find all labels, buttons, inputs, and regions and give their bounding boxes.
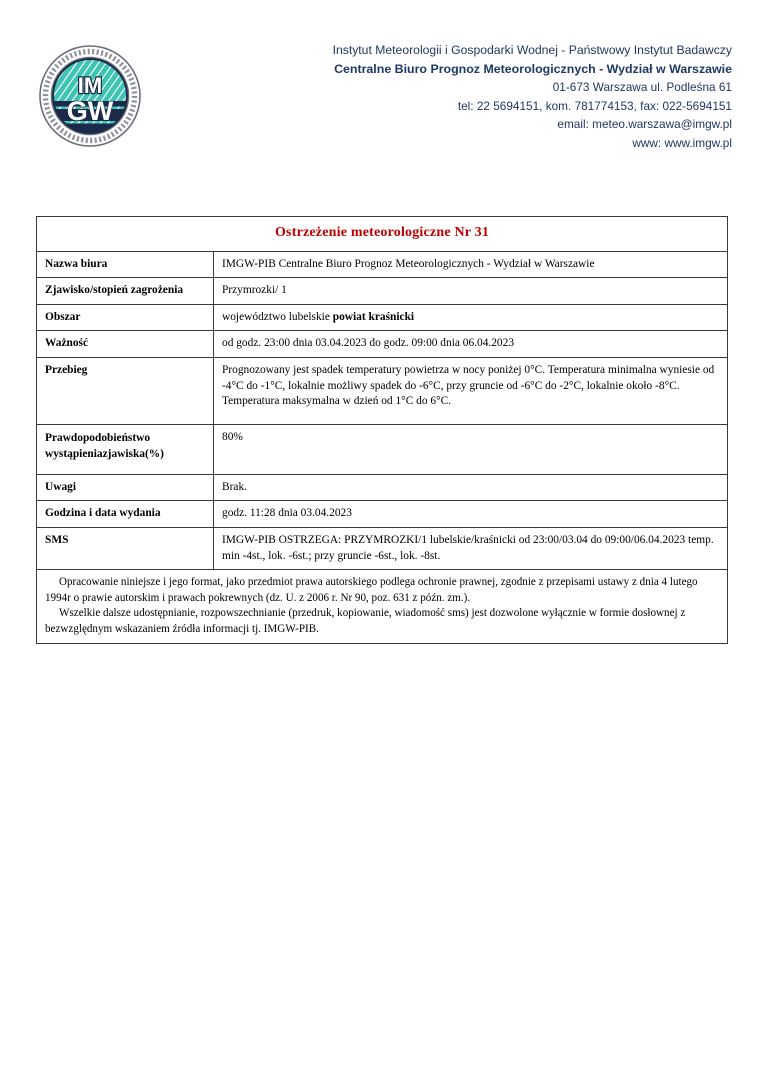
table-row [37,251,728,278]
row-value-nazwa-biura: IMGW-PIB Centralne Biuro Prognoz Meteorologicznych - Wydział w Warszawie [214,251,728,278]
table-row [37,501,728,528]
row-label-sms: SMS [37,527,214,569]
row-value-obszar [214,304,728,331]
copyright-paragraph-2: Wszelkie dalsze udostępnianie, rozpowszechnianie (przedruk, kopiowanie, wiadomość sms) jest dozwolone wyłącznie w formie dosłownej z bezwzględnym wskazaniem źródła informacji tj. IMGW-PIB. [45,607,686,635]
svg-text:IM: IM [77,73,103,98]
row-label-zjawisko-stopien-zagrozenia: Zjawisko/stopień zagrożenia [37,278,214,305]
warning-title-cell [37,217,728,252]
obszar-powiat: powiat kraśnicki [332,310,415,323]
header-department-name: Centralne Biuro Prognoz Meteorologicznych - Wydział w Warszawie [334,61,732,76]
row-value-sms: IMGW-PIB OSTRZEGA: PRZYMROZKI/1 lubelskie/kraśnicki od 23:00/03.04 do 09:00/06.04.2023 temp. min -4st., lok. -6st.; przy gruncie -6st., lok. -8st. [214,527,728,569]
page-title: Ostrzeżenie meteorologiczne Nr 31 [274,225,490,240]
table-footer-row [37,570,728,643]
table-row [37,474,728,501]
row-label-waznosc: Ważność [37,331,214,358]
copyright-notice [37,570,728,643]
warning-table [36,216,728,644]
copyright-paragraph-1: Opracowanie niniejsze i jego format, jako przedmiot prawa autorskiego podlega ochronie prawnej, zgodnie z przepisami ustawy z dnia 4 lutego 1994r o prawie autorskim i prawach pokrewnych (dz. U. z 2006 r. Nr 90, poz. 631 z późn. zm.). [45,576,698,604]
row-value-przebieg: Prognozowany jest spadek temperatury powietrza w nocy poniżej 0°C. Temperatura minimalna wyniesie od -4°C do -1°C, lokalnie możliwy spadek do -6°C, przy gruncie od -6°C do -2°C, lokalnie około -8°C. Temperatura maksymalna w dzień od 1°C do 6°C. [214,357,728,424]
header-phone: tel: 22 5694151, kom. 781774153, fax: 022-5694151 [457,98,732,113]
row-label-prawdopodobienstwo: Prawdopodobieństwo wystąpieniazjawiska(%) [37,424,214,474]
table-row [37,331,728,358]
header-institute-name: Instytut Meteorologii i Gospodarki Wodnej - Państwowy Instytut Badawczy [332,43,732,57]
document-header [0,0,764,200]
row-label-obszar: Obszar [37,304,214,331]
table-row [37,527,728,569]
row-value-godzina-i-data-wydania: godz. 11:28 dnia 03.04.2023 [214,501,728,528]
row-label-nazwa-biura: Nazwa biura [37,251,214,278]
row-value-prawdopodobienstwo: 80% [214,424,728,474]
table-row [37,304,728,331]
header-website: www: www.imgw.pl [632,135,732,150]
imgw-seal-logo-icon [38,44,142,148]
row-label-przebieg: Przebieg [37,357,214,424]
row-label-godzina-i-data-wydania: Godzina i data wydania [37,501,214,528]
row-value-uwagi: Brak. [214,474,728,501]
row-value-zjawisko-stopien-zagrozenia: Przymrozki/ 1 [214,278,728,305]
obszar-wojewodztwo: województwo lubelskie [222,310,333,323]
table-row [37,278,728,305]
row-label-uwagi: Uwagi [37,474,214,501]
header-contact-block [250,41,732,152]
row-value-waznosc: od godz. 23:00 dnia 03.04.2023 do godz. 09:00 dnia 06.04.2023 [214,331,728,358]
table-row [37,357,728,424]
table-title-row [37,217,728,252]
svg-text:GW: GW [66,96,114,126]
header-address: 01-673 Warszawa ul. Podleśna 61 [552,80,732,94]
table-row [37,424,728,474]
header-email: email: meteo.warszawa@imgw.pl [557,117,732,131]
